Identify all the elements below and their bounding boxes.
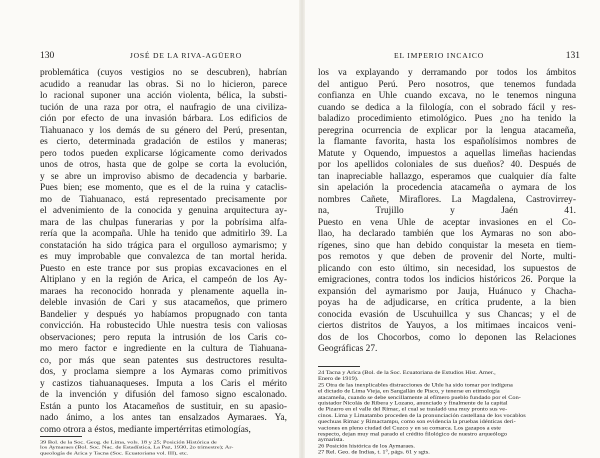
body-line: Matute y Oquendo, impuestos a aquellas limeñas haciendas xyxy=(318,148,576,159)
footnote-line: 24 Tacna y Arica (Bol. de la Soc. Ecuatoriana de Estudios Hist. Amer., xyxy=(318,370,496,376)
right-footnote-rule xyxy=(318,366,360,367)
body-line: el advenimiento de la conocida y genuina arquitectura ay- xyxy=(40,206,287,216)
body-line: y se abre un improviso abismo de decadencia y barbarie. xyxy=(40,171,287,182)
body-line: mo mero factor e ingrediente en la cultura de Tiahuana- xyxy=(40,344,287,354)
body-line: deleble invasión de Cari y sus atacameños, que primero xyxy=(40,298,287,308)
body-line: como otrora a éstos, mediante impertérritas etimologías, xyxy=(40,424,251,435)
body-line: por los apellidos coloniales de sus dueños? 40. Después de xyxy=(318,160,576,170)
body-line: constatación ha sido trágica para el orgulloso aymarismo; y xyxy=(40,240,287,251)
body-line: co, por más que sean patentes sus destructores resulta- xyxy=(40,355,287,366)
body-line: confianza en Uhle cuando excava, no le tenemos ninguna xyxy=(318,91,576,101)
body-line: maraes ha reconocido honrada y plenamente aquella in- xyxy=(40,286,287,297)
body-line: mo de Tiahuanaco, está representado precisamente por xyxy=(40,194,287,205)
right-page-header xyxy=(314,51,580,61)
body-line: na, Trujillo y Jaén 41. xyxy=(318,206,576,216)
body-line: del antiguo Perú. Pero nosotros, que tenemos fundada xyxy=(318,79,576,90)
footnote-line: quistador Nicolás de Ribera y Lozano, anunciado y finalmente de la capital xyxy=(318,400,508,407)
body-line: observaciones; pero reputa la intrusión de los Caris co- xyxy=(40,332,287,343)
body-line: llao, ha declarado también que los Aymaras no son abo- xyxy=(318,229,576,239)
body-line: ción por efecto de una invasión bárbara. Los edificios de xyxy=(40,114,287,124)
body-line: ciertos distritos de Yauyos, a los mitimaes incaicos veni- xyxy=(318,321,576,331)
body-line: rígenes, sino que han debido conquistar la meseta en tiem- xyxy=(318,240,576,251)
body-line: problemática (cuyos vestigios no se descubren), habrían xyxy=(40,68,287,78)
left-footnotes xyxy=(40,440,287,456)
body-line: dos, y proclama siempre a los Aymaras como primitivos xyxy=(40,367,287,377)
body-line: peregrina ocurrencia de explicar por la lengua atacameña, xyxy=(318,125,576,136)
body-line: pos remotos y que deben de provenir del Norte, multi- xyxy=(318,252,576,262)
footnote-line: 26 Posición histórica de los Aymaraes. xyxy=(318,443,416,450)
body-line: de la invención y difusión del famoso signo escalonado. xyxy=(40,390,287,400)
body-line: y castizos tiahuanaqueses. Imputa a los Caris el mérito xyxy=(40,378,287,389)
body-line: Están a punto los Atacameños de sustituir, en su apasio- xyxy=(40,401,287,412)
footnote-line: 27 Rel. Geo. de Indias, t. 1°, págs. 61 y sgts. xyxy=(318,449,430,456)
right-body-text xyxy=(318,68,576,356)
footnote-line: Enero de 1919). xyxy=(318,376,359,382)
footnote-line: atacameña, cuando se debe sencillamente al efímero pueblo fundado por el Con- xyxy=(318,394,521,401)
footnote-line: cinos. Lima y Limatambo proceden de la pronunciación castellana de los vocablos xyxy=(318,412,526,419)
body-line: Tiahuanaco y los demás de su género del Perú, presentan, xyxy=(40,125,287,136)
footnote-line: 39 Bol. de la Soc. Geog. de Lima, vols. 18 y 25; Posición Histórica de xyxy=(40,440,217,446)
body-line: plicando con esto último, sin necesidad, los supuestos de xyxy=(318,263,576,274)
body-line: Pues bien; ese momento, que es el de la ruina y cataclis- xyxy=(40,183,287,193)
body-line: es cierto, determinada gradación de estilos y maneras; xyxy=(40,137,287,147)
body-line: acudido a reanudar las obras. Si no lo hicieron, parece xyxy=(40,79,287,90)
body-line: sin apelación la procedencia atacameña o aymara de los xyxy=(318,183,576,193)
body-line: poyas ha de adjudicarse, en crítica prudente, a la bien xyxy=(318,298,576,308)
body-line: los va explayando y derramando por todos los ámbitos xyxy=(318,68,576,78)
body-line: es muy improbable que convalezca de tan mortal herida. xyxy=(40,252,287,262)
body-line: emigraciones, contra todos los indicios históricos 26. Porque la xyxy=(318,275,576,285)
footnote-line: vaciones en pleno ciudad del Cuzco y en su comarca. Los gazapos a este xyxy=(318,425,501,431)
footnote-line: aymarista. xyxy=(318,437,345,444)
right-running-head: EL IMPERIO INCAICO xyxy=(394,51,485,60)
footnote-line: los Aymaraes (Bol. Soc. Nac. de Estadística, La Paz, 1930, 2o trimestre); Ar- xyxy=(40,445,234,451)
body-line: pero todos pueden explicarse lógicamente como derivados xyxy=(40,148,287,159)
body-line: Altiplano y en la región de Arica, el campeón de los Ay- xyxy=(40,275,287,285)
body-line: Puesto en vena Uhle de aceptar invasiones en el Co- xyxy=(318,217,576,228)
body-line: mara de las chulpas funerarias y por la pobrísima alfa- xyxy=(40,217,287,228)
body-line: baladizo procedimiento etimológico. Pues ¿no ha tenido la xyxy=(318,114,576,124)
left-running-head: JOSÉ DE LA RIVA-AGÜERO xyxy=(129,51,242,60)
left-page-header xyxy=(40,51,288,61)
footnote-line: 25 Otra de las inexplicables distracciones de Uhle ha sido tomar por indígena xyxy=(318,382,513,389)
body-line: dos de los Chocorbos, como lo deponen las Relaciones xyxy=(318,332,576,343)
body-line: Geográficas 27. xyxy=(318,344,378,354)
right-footnotes xyxy=(318,370,576,456)
body-line: conocida evasión de Uscuhuillca y sus Chancas; y el de xyxy=(318,309,576,320)
body-line: expansión del aymarismo por Jauja, Huánuco y Chacha- xyxy=(318,286,576,297)
left-body-text xyxy=(40,68,287,436)
body-line: lo racional suponer una acción violenta, bélica, la substi- xyxy=(40,91,287,101)
body-line: tan inapreciable hallazgo, esperamos que cualquier día falte xyxy=(318,171,576,182)
body-line: cuando se dedica a la filología, con el sobrado fácil y res- xyxy=(318,102,576,113)
right-page-number: 131 xyxy=(565,51,580,61)
body-line: la flamante favorita, hasta los españolísimos nombres de xyxy=(318,137,576,147)
body-line: Puesto en este trance por sus propias excavaciones en el xyxy=(40,263,287,274)
body-line: rería que la acompaña. Uhle ha tenido que admitirlo 39. La xyxy=(40,229,287,239)
left-footnote-rule xyxy=(40,436,82,437)
body-line: nombres Cañete, Miraflores. La Magdalena, Castrovirrey- xyxy=(318,194,576,205)
footnote-line: queología de Arica y Tacna (Soc. Ecuatoriana vol. III), etc. xyxy=(40,450,189,456)
body-line: nado ánimo, a los antes tan ensalzados Aymaraes. Ya, xyxy=(40,413,287,423)
body-line: unos de otros, hasta que de golpe se corta la evolución, xyxy=(40,160,287,170)
footnote-line: de Pizarro en el valle del Rímac, el cual se trasladó una muy pronto sus ve- xyxy=(318,406,508,413)
footnote-line: el dictado de Lima Vieja, en Sangallán de Pisco, y tenerse en etimología xyxy=(318,388,500,395)
footnote-line: respecto, dejan muy mal parado el crédito filológico de nuestro arqueólogo xyxy=(318,431,508,438)
footnote-line: quechuas Rimac y Rimactampu, como son evidencia la pruebas idénticas deri- xyxy=(318,418,516,425)
body-line: tución de una raza por otra, el naufragio de una civiliza- xyxy=(40,102,287,113)
body-line: convicción. Ha robustecido Uhle nuestra tesis con valiosas xyxy=(40,321,287,331)
left-page-number: 130 xyxy=(40,51,55,61)
body-line: Bandelier y después yo habíamos propugnado con tanta xyxy=(40,309,287,320)
